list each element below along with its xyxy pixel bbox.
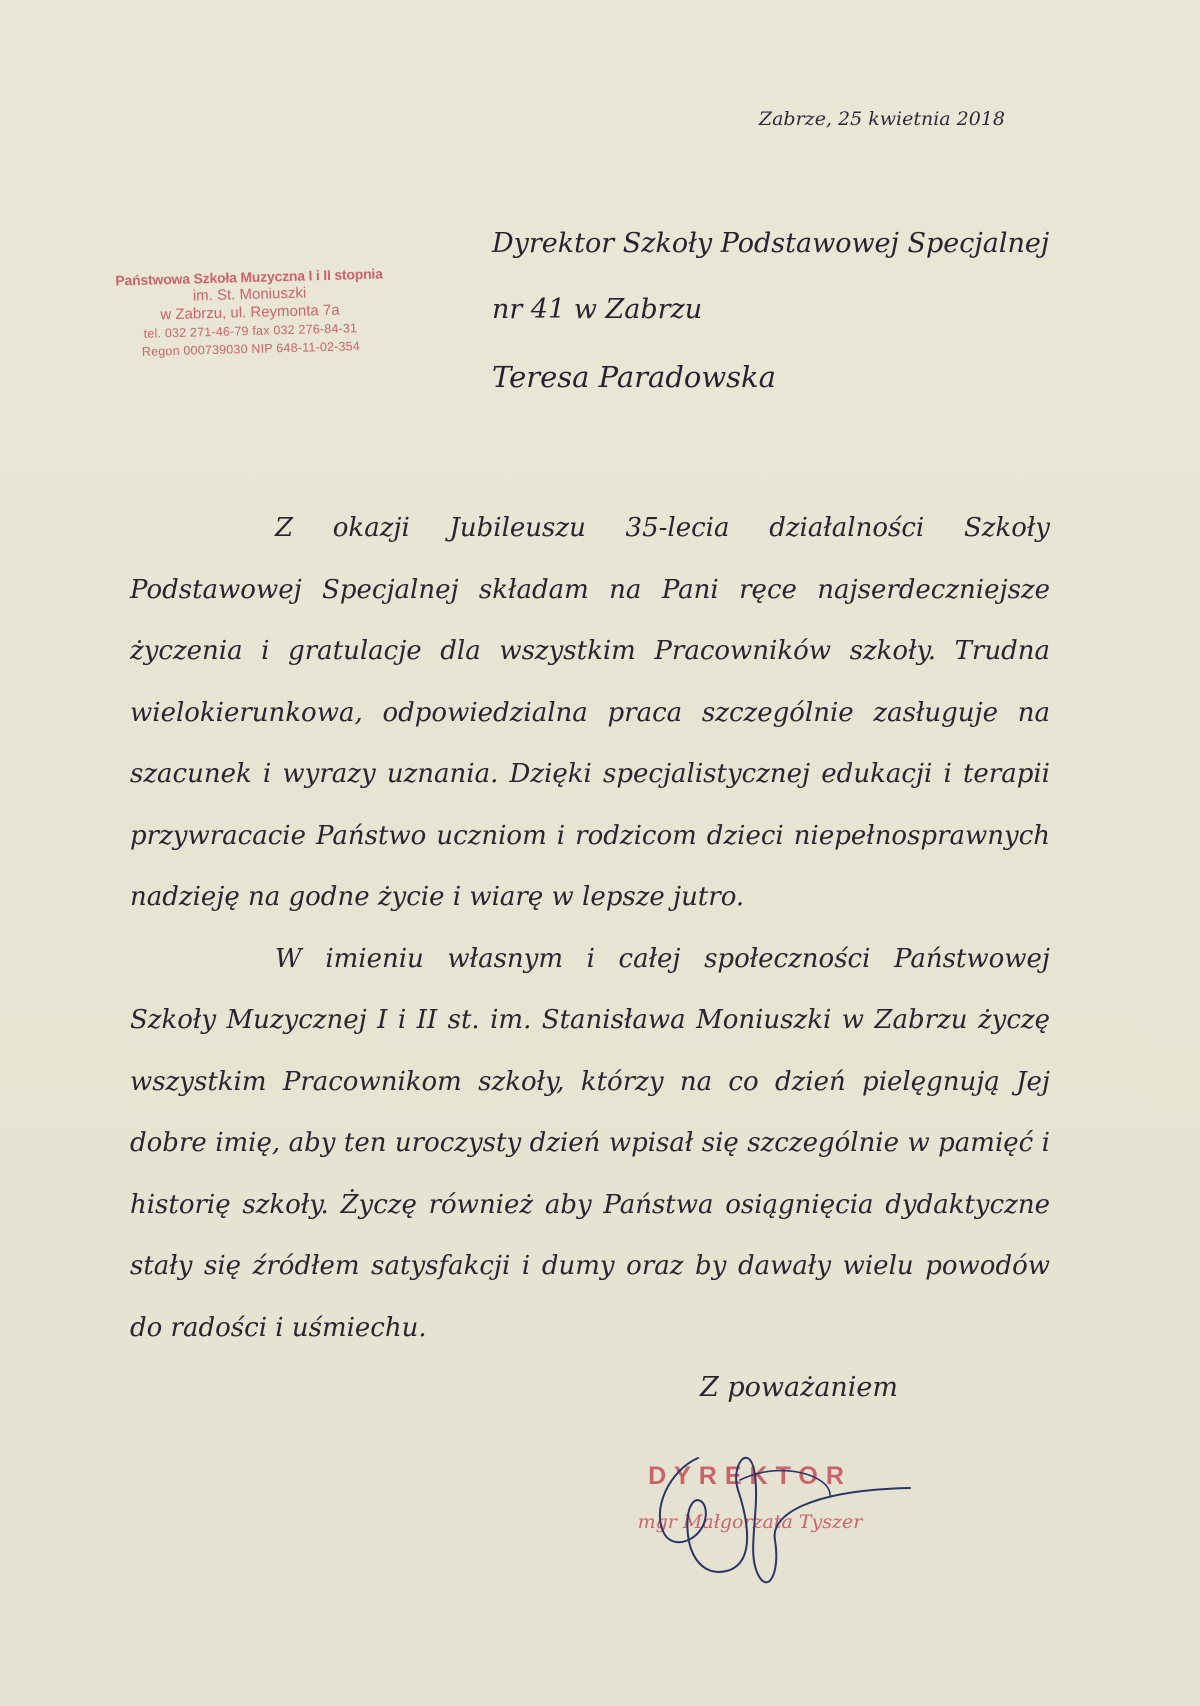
letter-paragraph-1: Z okazji Jubileuszu 35-lecia działalności Szkoły Podstawowej Specjalnej składam na Pani ręce najserdeczniejsze życzenia i gratulacje dla wszystkim Pracowników szkoły. Trudna wielokierunkowa, odpowiedzialna praca szczególnie zasługuje na szacunek i wyrazy uznania. Dzięki specjalistycznej edukacji i terapii przywracacie Państwo uczniom i rodzicom dzieci niepełnosprawnych nadzieję na godne życie i wiarę w lepsze jutro. bbox=[130, 513, 1050, 912]
stamp-line-school: Państwowa Szkoła Muzyczna I i II stopnia bbox=[115, 265, 383, 289]
stamp-line-patron: im. St. Moniuszki bbox=[192, 284, 307, 305]
stamp-line-address: w Zabrzu, ul. Reymonta 7a bbox=[160, 301, 340, 324]
letter-body bbox=[130, 498, 1050, 1359]
stamp-line-phone: tel. 032 271-46-79 fax 032 276-84-31 bbox=[143, 321, 358, 341]
stamp-line-regon: Regon 000739030 NIP 648-11-02-354 bbox=[141, 339, 361, 359]
director-stamp-name: mgr Małgorzata Tyszer bbox=[637, 1511, 863, 1533]
school-stamp bbox=[99, 264, 401, 362]
director-stamp-title: DYREKTOR bbox=[648, 1462, 852, 1490]
letter-date: Zabrze, 25 kwietnia 2018 bbox=[758, 108, 1005, 130]
addressee-name: Teresa Paradowska bbox=[492, 360, 776, 394]
closing-salutation: Z poważaniem bbox=[700, 1372, 899, 1403]
addressee-school: nr 41 w Zabrzu bbox=[492, 294, 703, 325]
handwritten-signature bbox=[580, 1420, 920, 1600]
letter-paragraph-2: W imieniu własnym i całej społeczności Państwowej Szkoły Muzycznej I i II st. im. Stanisława Moniuszki w Zabrzu życzę wszystkim Pracownikom szkoły, którzy na co dzień pielęgnują Jej dobre imię, aby ten uroczysty dzień wpisał się szczególnie w pamięć i historię szkoły. Życzę również aby Państwa osiągnięcia dydaktyczne stały się źródłem satysfakcji i dumy oraz by dawały wielu powodów do radości i uśmiechu. bbox=[130, 943, 1050, 1343]
addressee-block bbox=[492, 228, 1092, 426]
addressee-title: Dyrektor Szkoły Podstawowej Specjalnej bbox=[492, 228, 1050, 259]
